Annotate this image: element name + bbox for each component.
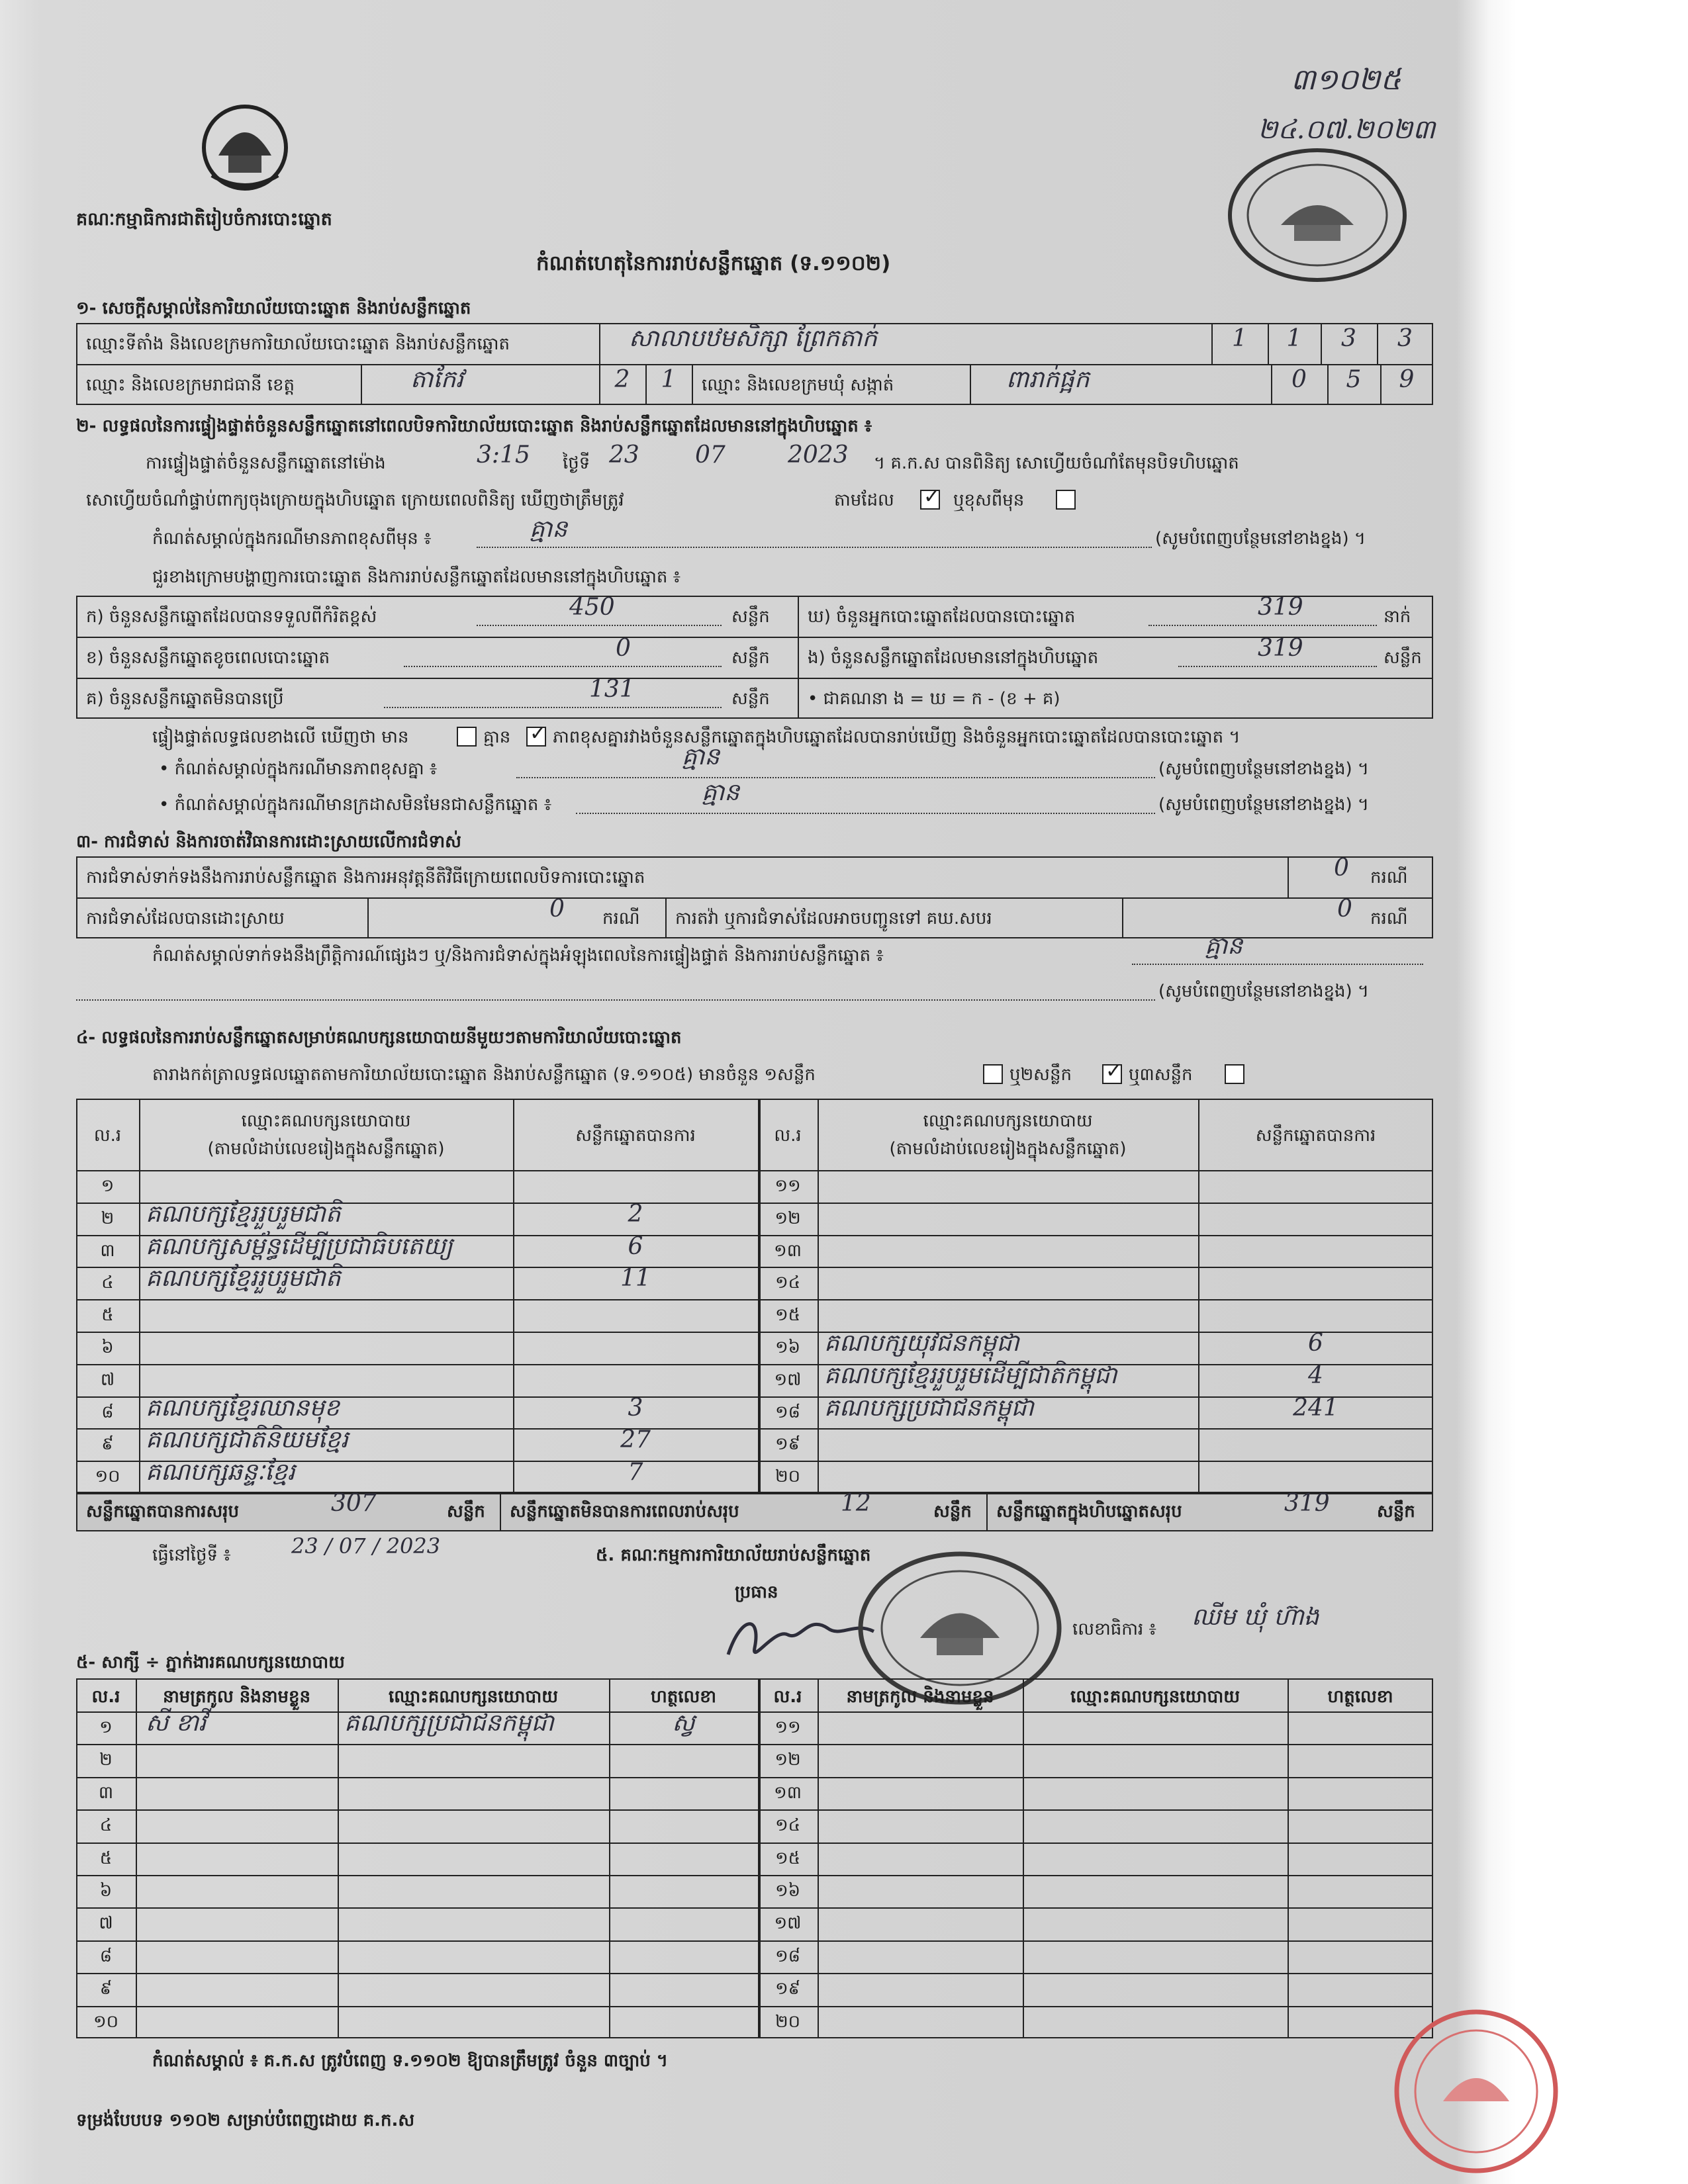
result-votes: 27 <box>620 1426 651 1454</box>
station-code-digit: 3 <box>1341 325 1356 352</box>
witness-party: គណបក្សប្រជាជនកម្ពុជា <box>344 1709 554 1737</box>
result-row-number: ១៩ <box>774 1434 801 1455</box>
unit-c: សន្លឹក <box>731 689 770 709</box>
row-divider <box>76 1843 1433 1844</box>
col-party-header: ឈ្មោះគណបក្សនយោបាយ <box>241 1111 411 1131</box>
result-votes: 4 <box>1308 1361 1323 1389</box>
commune-code-digit: 5 <box>1346 366 1362 393</box>
total-box-label: សន្លឹកឆ្នោតក្នុងហិបឆ្នោតសរុប <box>996 1502 1182 1522</box>
col-votes-header: សន្លឹកឆ្នោតបានការ <box>575 1126 696 1146</box>
result-row-number: ៤ <box>101 1273 114 1293</box>
station-code-digit: 1 <box>1286 325 1302 352</box>
province-code-digit: 2 <box>614 366 630 393</box>
label-e: ង) ចំនួនសន្លឹកឆ្នោតដែលមាននៅក្នុងហិបឆ្នោត <box>808 648 1099 668</box>
check-line-end: ។ គ.ក.ស បានពិនិត្យ សោហ្វើយចំណាំតែមុនបិទហិបឆ្នោត <box>874 453 1239 473</box>
total-invalid-label: សន្លឹកឆ្នោតមិនបានការពេលរាប់សរុប <box>510 1502 739 1522</box>
witness-row-number: ១៨ <box>774 1946 801 1966</box>
result-row-number: ១៧ <box>774 1369 802 1390</box>
same-label: តាមដែល <box>834 490 894 510</box>
cases-unit: ករណី <box>1370 909 1408 929</box>
result-votes: 6 <box>1308 1330 1323 1357</box>
result-row-number: ៦ <box>101 1338 114 1357</box>
day-label: ថ្ងៃទី <box>563 453 590 473</box>
doc-date: ២៤.០៧.២០២៣ <box>1258 114 1436 145</box>
resolved-label: ការជំទាស់ដែលបានដោះស្រាយ <box>86 909 285 929</box>
result-votes: 241 <box>1293 1394 1338 1422</box>
check-year: 2023 <box>788 441 849 469</box>
section1-title: ១- សេចក្តីសម្គាល់នៃការិយាល័យបោះឆ្នោត និងរាប់សន្លឹកឆ្នោត <box>76 298 471 318</box>
result-row-number: ១៤ <box>774 1273 801 1293</box>
result-party-name: គណបក្សយុវជនកម្ពុជា <box>824 1330 1019 1357</box>
w-col-no: ល.រ <box>91 1687 120 1707</box>
value-c: 131 <box>589 676 635 703</box>
row-divider <box>76 2006 1433 2007</box>
two-sheets-checkbox[interactable]: ✓ <box>1102 1064 1122 1084</box>
objection-note-label: កំណត់សម្គាល់ទាក់ទងនឹងព្រឹត្តិការណ៍ផ្សេងៗ ឬ/និងការជំទាស់ក្នុងអំឡុងពេលនៃការផ្ទៀងផ្ទាត់ និងការរាប់សន្លឹកឆ្នោត ៖ <box>152 946 884 966</box>
row-divider <box>76 1973 1433 1974</box>
objection-note-value: គ្មាន <box>1205 933 1243 960</box>
station-name: សាលាបឋមសិក្សា ព្រែកតាក់ <box>629 325 878 352</box>
witness-row-number: ២ <box>99 1750 113 1770</box>
check-time: 3:15 <box>477 441 530 469</box>
result-votes: 6 <box>628 1232 643 1260</box>
discrepancy-yes-checkbox[interactable] <box>457 727 477 747</box>
commune-code-digit: 9 <box>1399 366 1415 393</box>
row-divider <box>76 1777 1433 1778</box>
result-party-name: គណបក្សប្រជាជនកម្ពុជា <box>824 1394 1034 1422</box>
witness-row-number: ១២ <box>774 1750 801 1770</box>
section2-title: ២- លទ្ធផលនៃការផ្ទៀងផ្ទាត់ចំនួនសន្លឹកឆ្នោតនៅពេលបិទការិយាល័យបោះឆ្នោត និងរាប់សន្លឹកឆ្នោតដែលមាននៅក្នុងហិបឆ្នោត ៖ <box>76 416 872 436</box>
witness-row-number: ១៩ <box>774 1979 801 1999</box>
result-row-number: ៣ <box>100 1240 115 1261</box>
result-party-name: គណបក្សខ្មែររួបរួមដើម្បីជាតិកម្ពុជា <box>824 1361 1117 1389</box>
three-sheets-label: ឬ៣សន្លឹក <box>1129 1065 1193 1085</box>
discrepancy-no-checkbox[interactable]: ✓ <box>526 727 546 747</box>
result-votes: 7 <box>628 1459 643 1486</box>
nec-emblem-icon <box>192 96 298 202</box>
result-party-name: គណបក្សខ្មែររួបរួមជាតិ <box>146 1200 341 1228</box>
result-votes: 2 <box>628 1200 643 1228</box>
w-col-name: នាមត្រកូល និងនាមខ្លួន <box>162 1687 311 1707</box>
witness-row-number: ៩ <box>99 1979 113 1999</box>
w-col-sign: ហត្ថលេខា <box>1327 1687 1393 1707</box>
witness-row-number: ១៥ <box>774 1848 801 1868</box>
result-row-number: ១៦ <box>774 1338 801 1357</box>
row-divider <box>76 1875 1433 1876</box>
row-divider <box>76 1299 1433 1300</box>
result-row-number: ២ <box>101 1208 115 1228</box>
row-divider <box>76 1744 1433 1745</box>
unit-d: នាក់ <box>1383 607 1411 627</box>
referred-count: 0 <box>1337 895 1352 923</box>
result-party-name: គណបក្សសម្ព័ន្ធដើម្បីប្រជាធិបតេយ្យ <box>146 1232 453 1260</box>
value-e: 319 <box>1258 635 1303 662</box>
check-month: 07 <box>695 441 726 469</box>
w-col-name: នាមត្រកូល និងនាមខ្លួន <box>846 1687 994 1707</box>
witness-row-number: ៦ <box>99 1881 113 1901</box>
witness-row-number: ២០ <box>774 2011 801 2032</box>
witness-row-number: ១៣ <box>774 1782 802 1803</box>
result-row-number: ៥ <box>101 1305 114 1326</box>
col-no-header: ល.រ <box>93 1126 122 1146</box>
witness-row-number: ៥ <box>99 1848 113 1868</box>
total-valid-label: សន្លឹកឆ្នោតបានការសរុប <box>86 1502 240 1522</box>
result-party-name: គណបក្សខ្មែរឈានមុខ <box>146 1394 340 1422</box>
total-valid: 307 <box>331 1490 377 1517</box>
cases-unit: ករណី <box>602 909 640 929</box>
row-divider <box>76 1809 1433 1811</box>
result-votes: 3 <box>628 1394 643 1422</box>
check-time-label: ការផ្ទៀងផ្ទាត់ចំនួនសន្លឹកឆ្នោតនៅម៉ោង <box>146 453 386 473</box>
count-formula: • ជាគណនា ង = ឃ = ក - (ខ + គ) <box>808 689 1060 709</box>
discrepancy-end: ភាពខុសគ្នារវាងចំនួនសន្លឹកឆ្នោតក្នុងហិបឆ្នោតដែលបានរាប់ឃើញ និងចំនួនអ្នកបោះឆ្នោតដែលបានបោះឆ្នោត ។ <box>553 727 1241 747</box>
received-stamp-icon <box>1218 139 1417 291</box>
witness-row-number: ១៤ <box>774 1815 801 1836</box>
one-sheet-checkbox[interactable] <box>983 1064 1003 1084</box>
fill-hint: (សូមបំពេញបន្ថែមនៅខាងខ្នង) ។ <box>1158 759 1370 779</box>
objection-label: ការជំទាស់ទាក់ទងនឹងការរាប់សន្លឹកឆ្នោត និងការអនុវត្តនីតិវិធីក្រោយពេលបិទការបោះឆ្នោត <box>86 868 645 887</box>
doc-number: ៣១០២៥ <box>1291 63 1401 97</box>
witness-row-number: ១០ <box>93 2011 119 2032</box>
result-votes: 11 <box>620 1265 651 1293</box>
result-party-name: គណបក្សជាតិនិយមខ្មែរ <box>146 1426 349 1454</box>
date-label: ធ្វើនៅថ្ងៃទី ៖ <box>152 1545 231 1565</box>
col-party-subheader: (តាមលំដាប់លេខរៀងក្នុងសន្លឹកឆ្នោត) <box>207 1139 445 1159</box>
w-col-no: ល.រ <box>773 1687 802 1707</box>
unit-b: សន្លឹក <box>731 648 770 668</box>
counting-intro: ជួរខាងក្រោមបង្ហាញការបោះឆ្នោត និងការរាប់សន្លឹកឆ្នោតដែលមាននៅក្នុងហិបឆ្នោត ៖ <box>152 567 681 587</box>
note3-value: គ្មាន <box>702 779 740 806</box>
footer-note: កំណត់សម្គាល់ ៖ គ.ក.ស ត្រូវបំពេញ ទ.១១០២ ឱ្យបានត្រឹមត្រូវ ចំនួន ៣ច្បាប់ ។ <box>152 2051 668 2071</box>
witness-row-number: ៤ <box>99 1815 113 1836</box>
footer-bottom: ទម្រង់បែបបទ ១១០២ សម្រាប់បំពេញដោយ គ.ក.ស <box>76 2111 415 2130</box>
witness-signature: ស្វ <box>672 1709 695 1737</box>
result-row-number: ៧ <box>100 1369 115 1390</box>
total-valid-unit: សន្លឹក <box>447 1502 485 1522</box>
commission-name: គណៈកម្មាធិការជាតិរៀបចំការបោះឆ្នោត <box>76 209 332 230</box>
witness-name: សី ខាវី <box>146 1709 207 1737</box>
label-c: គ) ចំនួនសន្លឹកឆ្នោតមិនបានប្រើ <box>86 689 284 709</box>
province-label: ឈ្មោះ និងលេខក្រមរាជធានី ខេត្ត <box>86 375 295 395</box>
result-row-number: ៨ <box>101 1402 114 1422</box>
col-no-header: ល.រ <box>774 1126 802 1146</box>
date-value: 23 / 07 / 2023 <box>291 1533 441 1559</box>
witness-row-number: ១៦ <box>774 1881 801 1901</box>
different-checkbox[interactable] <box>1056 490 1076 510</box>
note2-value: គ្មាន <box>682 743 720 770</box>
witness-row-number: ១ <box>99 1717 113 1737</box>
discrepancy-no-label: គ្មាន <box>483 727 511 747</box>
result-row-number: ១៣ <box>774 1240 802 1261</box>
result-row-number: ១២ <box>774 1208 801 1228</box>
w-col-party: ឈ្មោះគណបក្សនយោបាយ <box>1070 1687 1240 1707</box>
commune-label: ឈ្មោះ និងលេខក្រមឃុំ សង្កាត់ <box>702 375 894 395</box>
note1-label: កំណត់សម្គាល់ក្នុងករណីមានភាពខុសពីមុន ៖ <box>152 529 432 549</box>
resolved-count: 0 <box>549 895 565 923</box>
cases-unit: ករណី <box>1370 868 1408 887</box>
station-code-digit: 1 <box>1232 325 1247 352</box>
form-title: កំណត់ហេតុនៃការរាប់សន្លឹកឆ្នោត (ទ.១១០២) <box>536 251 891 275</box>
commune-name: ពារាក់ផ្អក <box>1006 366 1090 393</box>
red-stamp-icon <box>1377 1985 1575 2184</box>
fill-hint: (សូមបំពេញបន្ថែមនៅខាងខ្នង) ។ <box>1158 795 1370 815</box>
result-row-number: ១ <box>101 1176 115 1196</box>
value-a: 450 <box>569 594 615 621</box>
total-invalid-unit: សន្លឹក <box>933 1502 972 1522</box>
witness-row-number: ៧ <box>99 1913 113 1934</box>
province-code-digit: 1 <box>661 366 677 393</box>
objection-count: 0 <box>1334 854 1349 882</box>
col-party-header: ឈ្មោះគណបក្សនយោបាយ <box>923 1111 1093 1131</box>
label-a: ក) ចំនួនសន្លឹកឆ្នោតដែលបានទទួលពីកំរិតខ្ពស់ <box>86 607 377 627</box>
fill-hint: (សូមបំពេញបន្ថែមនៅខាងខ្នង) ។ <box>1158 981 1370 1001</box>
result-row-number: ១០ <box>95 1467 120 1487</box>
result-row-number: ១១ <box>774 1176 801 1196</box>
secretary-label: លេខាធិការ ៖ <box>1072 1619 1156 1639</box>
station-code-digit: 3 <box>1397 325 1413 352</box>
row-divider <box>76 1940 1433 1942</box>
section4-title: ៤- លទ្ធផលនៃការរាប់សន្លឹកឆ្នោតសម្រាប់គណបក្សនយោបាយនីមួយៗតាមការិយាល័យបោះឆ្នោត <box>76 1028 682 1048</box>
same-checkbox[interactable]: ✓ <box>920 490 940 510</box>
different-label: ឬខុសពីមុន <box>953 490 1025 510</box>
w-col-sign: ហត្ថលេខា <box>650 1687 717 1707</box>
value-d: 319 <box>1258 594 1303 621</box>
totals-row <box>76 1490 1433 1531</box>
witness-row-number: ១១ <box>774 1717 801 1737</box>
commune-code-digit: 0 <box>1291 366 1307 393</box>
province-name: តាកែវ <box>410 366 463 393</box>
col-votes-header: សន្លឹកឆ្នោតបានការ <box>1255 1126 1376 1146</box>
total-box-unit: សន្លឹក <box>1377 1502 1415 1522</box>
station-label: ឈ្មោះទីតាំង និងលេខក្រមការិយាល័យបោះឆ្នោត និងរាប់សន្លឹកឆ្នោត <box>86 334 510 354</box>
referred-label: ការតវ៉ា ឬការជំទាស់ដែលអាចបញ្ជូនទៅ គឃ.សបរ <box>675 909 992 929</box>
sheets-intro: តារាងកត់ត្រាលទ្ធផលឆ្នោតតាមការិយាល័យបោះឆ្នោត និងរាប់សន្លឹកឆ្នោត (ទ.១១០៥) មានចំនួន ១សន្លឹក <box>152 1065 816 1085</box>
two-sheets-label: ឬ២សន្លឹក <box>1009 1065 1072 1085</box>
form-sheet <box>13 13 1489 2164</box>
fill-hint: (សូមបំពេញបន្ថែមនៅខាងខ្នង) ។ <box>1155 529 1366 549</box>
discrepancy-label: ផ្ទៀងផ្ទាត់លទ្ធផលខាងលើ ឃើញថា មាន <box>152 727 409 747</box>
note3-label: • កំណត់សម្គាល់ក្នុងករណីមានក្រដាសមិនមែនជាសន្លឹកឆ្នោត ៖ <box>159 795 552 815</box>
section3-title: ៣- ការជំទាស់ និងការចាត់វិធានការដោះស្រាយលើការជំទាស់ <box>76 832 461 852</box>
total-box: 319 <box>1284 1490 1330 1517</box>
witness-row-number: ៣ <box>98 1782 114 1803</box>
label-b: ខ) ចំនួនសន្លឹកឆ្នោតខូចពេលបោះឆ្នោត <box>86 648 330 668</box>
col-party-subheader: (តាមលំដាប់លេខរៀងក្នុងសន្លឹកឆ្នោត) <box>889 1139 1127 1159</box>
committee-label: ៥. គណៈកម្មការការិយាល័យរាប់សន្លឹកឆ្នោត <box>596 1545 871 1565</box>
label-d: ឃ) ចំនួនអ្នកបោះឆ្នោតដែលបានបោះឆ្នោត <box>808 607 1076 627</box>
row-divider <box>76 1907 1433 1909</box>
value-b: 0 <box>616 635 631 662</box>
w-col-party: ឈ្មោះគណបក្សនយោបាយ <box>389 1687 558 1707</box>
unit-a: សន្លឹក <box>731 607 770 627</box>
total-invalid: 12 <box>841 1490 871 1517</box>
note2-label: • កំណត់សម្គាល់ក្នុងករណីមានភាពខុសគ្នា ៖ <box>159 759 438 779</box>
result-row-number: ២០ <box>774 1467 801 1487</box>
secretary-value: ឈីម ឃុំ ហ៊ាង <box>1192 1604 1319 1631</box>
result-row-number: ១៨ <box>774 1402 801 1422</box>
result-party-name: គណបក្សខ្មែររួបរួមជាតិ <box>146 1265 341 1293</box>
result-row-number: ៩ <box>101 1434 114 1455</box>
chair-role: ប្រធាន <box>735 1582 778 1602</box>
section5-title: ៥- សាក្សី ÷ ភ្នាក់ងារគណបក្សនយោបាយ <box>76 1653 345 1672</box>
witness-row-number: ១៧ <box>774 1913 802 1934</box>
witness-row-number: ៨ <box>99 1946 113 1966</box>
check-line2: សោហ្វើយចំណាំផ្ទាប់ពាក្យចុងក្រោយក្នុងហិបឆ្នោត ក្រោយពេលពិនិត្យ ឃើញថាត្រឹមត្រូវ <box>86 490 624 510</box>
result-row-number: ១៥ <box>774 1305 801 1326</box>
note1-value: គ្មាន <box>530 516 568 543</box>
three-sheets-checkbox[interactable] <box>1225 1064 1244 1084</box>
result-party-name: គណបក្សឆន្ទៈខ្មែរ <box>146 1459 295 1486</box>
unit-e: សន្លឹក <box>1383 648 1422 668</box>
check-day: 23 <box>609 441 639 469</box>
